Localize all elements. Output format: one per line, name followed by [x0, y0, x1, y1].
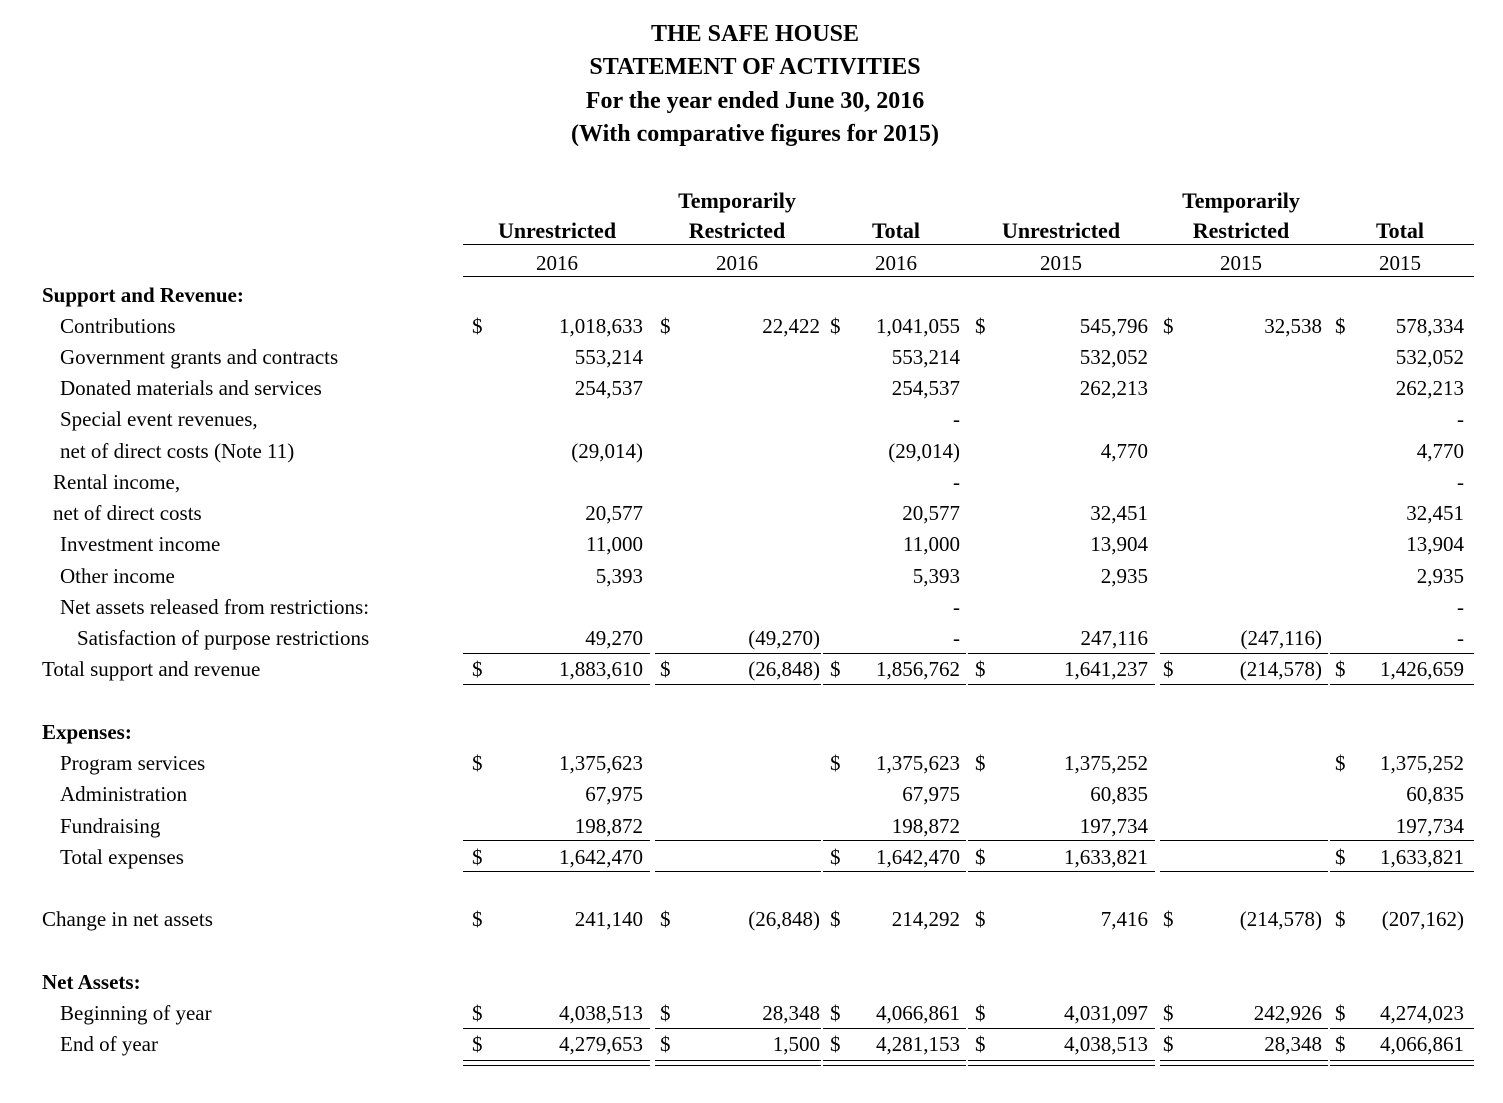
- currency-sign: $: [472, 845, 483, 869]
- column-header-year: 2016: [875, 251, 917, 275]
- cell-value: (214,578): [1239, 657, 1322, 681]
- cell-value: -: [953, 626, 960, 650]
- cell-value: 28,348: [1264, 1032, 1322, 1056]
- subtotal-rule: [823, 653, 966, 654]
- cell-value: 4,770: [1100, 439, 1148, 463]
- cell-value: 578,334: [1395, 314, 1464, 338]
- total-rule: [1330, 871, 1474, 872]
- cell-value: 67,975: [902, 782, 960, 806]
- cell-value: 4,770: [1416, 439, 1464, 463]
- cell-value: 553,214: [574, 345, 643, 369]
- cell-value: 4,274,023: [1380, 1001, 1464, 1025]
- cell-value: 241,140: [574, 907, 643, 931]
- total-rule: [1160, 684, 1328, 685]
- row-label: Net assets released from restrictions:: [60, 595, 370, 619]
- column-header-name: Restricted: [1192, 218, 1290, 243]
- double-rule-lower: [823, 1065, 966, 1066]
- cell-value: 60,835: [1090, 782, 1148, 806]
- cell-value: 20,577: [902, 501, 960, 525]
- currency-sign: $: [1335, 907, 1346, 931]
- subtotal-rule: [463, 1028, 650, 1029]
- currency-sign: $: [472, 907, 483, 931]
- total-rule: [823, 684, 966, 685]
- row-label: Administration: [60, 782, 188, 806]
- currency-sign: $: [1163, 1001, 1174, 1025]
- row-label: Contributions: [60, 314, 176, 338]
- currency-sign: $: [830, 314, 841, 338]
- cell-value: 262,213: [1395, 376, 1464, 400]
- currency-sign: $: [472, 314, 483, 338]
- cell-value: 4,031,097: [1064, 1001, 1148, 1025]
- subtotal-rule: [463, 840, 650, 841]
- cell-value: 1,500: [772, 1032, 820, 1056]
- currency-sign: $: [975, 907, 986, 931]
- row-label: End of year: [60, 1032, 158, 1056]
- cell-value: (247,116): [1240, 626, 1322, 650]
- row-label: Investment income: [60, 532, 221, 556]
- cell-value: 1,641,237: [1064, 657, 1148, 681]
- cell-value: 532,052: [1079, 345, 1148, 369]
- cell-value: 5,393: [912, 564, 960, 588]
- subtotal-rule: [655, 840, 821, 841]
- cell-value: 5,393: [595, 564, 643, 588]
- subtotal-rule: [823, 1028, 966, 1029]
- comparative-note: (With comparative figures for 2015): [571, 121, 939, 147]
- currency-sign: $: [1163, 1032, 1174, 1056]
- subtotal-rule: [463, 653, 650, 654]
- subtotal-rule: [655, 1028, 821, 1029]
- currency-sign: $: [660, 314, 671, 338]
- total-rule: [1330, 684, 1474, 685]
- column-header-top: Temporarily: [678, 188, 796, 213]
- section-heading: Net Assets:: [42, 970, 141, 994]
- currency-sign: $: [1163, 314, 1174, 338]
- cell-value: -: [1457, 407, 1464, 431]
- double-rule-upper: [1160, 1060, 1328, 1061]
- subtotal-rule: [823, 840, 966, 841]
- double-rule-lower: [968, 1065, 1155, 1066]
- currency-sign: $: [830, 1032, 841, 1056]
- row-label: Program services: [60, 751, 206, 775]
- column-header-year: 2015: [1220, 251, 1262, 275]
- total-rule: [463, 871, 650, 872]
- cell-value: 254,537: [574, 376, 643, 400]
- row-label: Total expenses: [60, 845, 184, 869]
- column-header-year: 2015: [1379, 251, 1421, 275]
- currency-sign: $: [1335, 657, 1346, 681]
- currency-sign: $: [472, 1032, 483, 1056]
- currency-sign: $: [830, 907, 841, 931]
- cell-value: 4,281,153: [876, 1032, 960, 1056]
- cell-value: 11,000: [586, 532, 643, 556]
- subtotal-rule: [1160, 1028, 1328, 1029]
- cell-value: 32,538: [1264, 314, 1322, 338]
- cell-value: -: [1457, 470, 1464, 494]
- cell-value: 1,375,623: [559, 751, 643, 775]
- double-rule-lower: [655, 1065, 821, 1066]
- cell-value: 4,066,861: [1380, 1032, 1464, 1056]
- cell-value: 4,038,513: [559, 1001, 643, 1025]
- cell-value: 67,975: [585, 782, 643, 806]
- cell-value: 553,214: [891, 345, 960, 369]
- cell-value: 60,835: [1406, 782, 1464, 806]
- header-rule-bottom: [463, 276, 1474, 277]
- subtotal-rule: [1330, 1028, 1474, 1029]
- subtotal-rule: [1160, 653, 1328, 654]
- double-rule-upper: [1330, 1060, 1474, 1061]
- cell-value: 1,375,252: [1064, 751, 1148, 775]
- row-label: Fundraising: [60, 814, 161, 838]
- cell-value: 1,375,252: [1380, 751, 1464, 775]
- header-rule-top: [463, 244, 1474, 245]
- subtotal-rule: [968, 840, 1155, 841]
- double-rule-upper: [823, 1060, 966, 1061]
- cell-value: 1,375,623: [876, 751, 960, 775]
- cell-value: 198,872: [891, 814, 960, 838]
- subtotal-rule: [1330, 653, 1474, 654]
- currency-sign: $: [975, 1001, 986, 1025]
- cell-value: -: [1457, 626, 1464, 650]
- double-rule-lower: [463, 1065, 650, 1066]
- currency-sign: $: [660, 1001, 671, 1025]
- currency-sign: $: [1163, 907, 1174, 931]
- currency-sign: $: [975, 1032, 986, 1056]
- organization-name: THE SAFE HOUSE: [650, 21, 860, 47]
- cell-value: -: [953, 470, 960, 494]
- cell-value: 4,038,513: [1064, 1032, 1148, 1056]
- currency-sign: $: [1335, 1032, 1346, 1056]
- row-label: Donated materials and services: [60, 376, 322, 400]
- row-label: Other income: [60, 564, 175, 588]
- cell-value: 1,018,633: [559, 314, 643, 338]
- row-label: Rental income,: [53, 470, 181, 494]
- cell-value: 22,422: [762, 314, 820, 338]
- cell-value: 198,872: [574, 814, 643, 838]
- cell-value: (29,014): [571, 439, 643, 463]
- cell-value: 262,213: [1079, 376, 1148, 400]
- cell-value: 545,796: [1079, 314, 1148, 338]
- currency-sign: $: [660, 1032, 671, 1056]
- cell-value: 214,292: [891, 907, 960, 931]
- subtotal-rule: [655, 653, 821, 654]
- cell-value: 254,537: [891, 376, 960, 400]
- cell-value: 7,416: [1100, 907, 1148, 931]
- column-header-name: Unrestricted: [1001, 218, 1121, 243]
- double-rule-upper: [968, 1060, 1155, 1061]
- total-rule: [655, 871, 821, 872]
- double-rule-lower: [1330, 1065, 1474, 1066]
- currency-sign: $: [830, 751, 841, 775]
- row-label: Total support and revenue: [42, 657, 261, 681]
- cell-value: -: [1457, 595, 1464, 619]
- currency-sign: $: [1163, 657, 1174, 681]
- column-header-name: Total: [1375, 218, 1425, 243]
- column-header-year: 2016: [716, 251, 758, 275]
- row-label: Special event revenues,: [60, 407, 258, 431]
- cell-value: 242,926: [1253, 1001, 1322, 1025]
- subtotal-rule: [968, 653, 1155, 654]
- cell-value: 2,935: [1100, 564, 1148, 588]
- double-rule-lower: [1160, 1065, 1328, 1066]
- currency-sign: $: [660, 907, 671, 931]
- cell-value: 197,734: [1079, 814, 1148, 838]
- row-label: Change in net assets: [42, 907, 213, 931]
- cell-value: 13,904: [1406, 532, 1464, 556]
- cell-value: (26,848): [748, 907, 820, 931]
- row-label: Beginning of year: [60, 1001, 212, 1025]
- currency-sign: $: [975, 845, 986, 869]
- column-header-name: Restricted: [688, 218, 786, 243]
- column-header-name: Total: [871, 218, 921, 243]
- cell-value: 20,577: [585, 501, 643, 525]
- currency-sign: $: [975, 657, 986, 681]
- cell-value: 1,642,470: [559, 845, 643, 869]
- cell-value: 4,279,653: [559, 1032, 643, 1056]
- cell-value: 4,066,861: [876, 1001, 960, 1025]
- currency-sign: $: [1335, 314, 1346, 338]
- cell-value: -: [953, 595, 960, 619]
- cell-value: 28,348: [762, 1001, 820, 1025]
- cell-value: 1,426,659: [1380, 657, 1464, 681]
- cell-value: 2,935: [1416, 564, 1464, 588]
- cell-value: 11,000: [903, 532, 960, 556]
- cell-value: (26,848): [748, 657, 820, 681]
- total-rule: [968, 684, 1155, 685]
- currency-sign: $: [975, 751, 986, 775]
- cell-value: 1,633,821: [1064, 845, 1148, 869]
- cell-value: (29,014): [888, 439, 960, 463]
- double-rule-upper: [655, 1060, 821, 1061]
- currency-sign: $: [830, 657, 841, 681]
- currency-sign: $: [830, 1001, 841, 1025]
- cell-value: 1,883,610: [559, 657, 643, 681]
- cell-value: -: [953, 407, 960, 431]
- currency-sign: $: [472, 657, 483, 681]
- column-header-year: 2015: [1040, 251, 1082, 275]
- cell-value: (214,578): [1239, 907, 1322, 931]
- total-rule: [655, 684, 821, 685]
- cell-value: 13,904: [1090, 532, 1148, 556]
- row-label: net of direct costs (Note 11): [60, 439, 295, 463]
- cell-value: 32,451: [1406, 501, 1464, 525]
- row-label: Government grants and contracts: [60, 345, 339, 369]
- cell-value: (49,270): [748, 626, 820, 650]
- cell-value: 32,451: [1090, 501, 1148, 525]
- cell-value: 1,856,762: [876, 657, 960, 681]
- cell-value: 247,116: [1080, 626, 1148, 650]
- currency-sign: $: [660, 657, 671, 681]
- row-label: net of direct costs: [53, 501, 202, 525]
- total-rule: [968, 871, 1155, 872]
- currency-sign: $: [830, 845, 841, 869]
- cell-value: 532,052: [1395, 345, 1464, 369]
- cell-value: (207,162): [1381, 907, 1464, 931]
- cell-value: 1,633,821: [1380, 845, 1464, 869]
- column-header-top: Temporarily: [1182, 188, 1300, 213]
- section-heading: Support and Revenue:: [42, 283, 244, 307]
- subtotal-rule: [1160, 840, 1328, 841]
- total-rule: [823, 871, 966, 872]
- cell-value: 49,270: [585, 626, 643, 650]
- currency-sign: $: [1335, 1001, 1346, 1025]
- currency-sign: $: [472, 751, 483, 775]
- statement-name: STATEMENT OF ACTIVITIES: [589, 54, 921, 80]
- currency-sign: $: [1335, 845, 1346, 869]
- cell-value: 1,041,055: [876, 314, 960, 338]
- currency-sign: $: [472, 1001, 483, 1025]
- cell-value: 1,642,470: [876, 845, 960, 869]
- currency-sign: $: [1335, 751, 1346, 775]
- subtotal-rule: [1330, 840, 1474, 841]
- subtotal-rule: [968, 1028, 1155, 1029]
- currency-sign: $: [975, 314, 986, 338]
- period-line: For the year ended June 30, 2016: [585, 88, 925, 114]
- double-rule-upper: [463, 1060, 650, 1061]
- total-rule: [1160, 871, 1328, 872]
- cell-value: 197,734: [1395, 814, 1464, 838]
- row-label: Satisfaction of purpose restrictions: [77, 626, 370, 650]
- section-heading: Expenses:: [42, 720, 132, 744]
- column-header-year: 2016: [536, 251, 578, 275]
- total-rule: [463, 684, 650, 685]
- column-header-name: Unrestricted: [497, 218, 617, 243]
